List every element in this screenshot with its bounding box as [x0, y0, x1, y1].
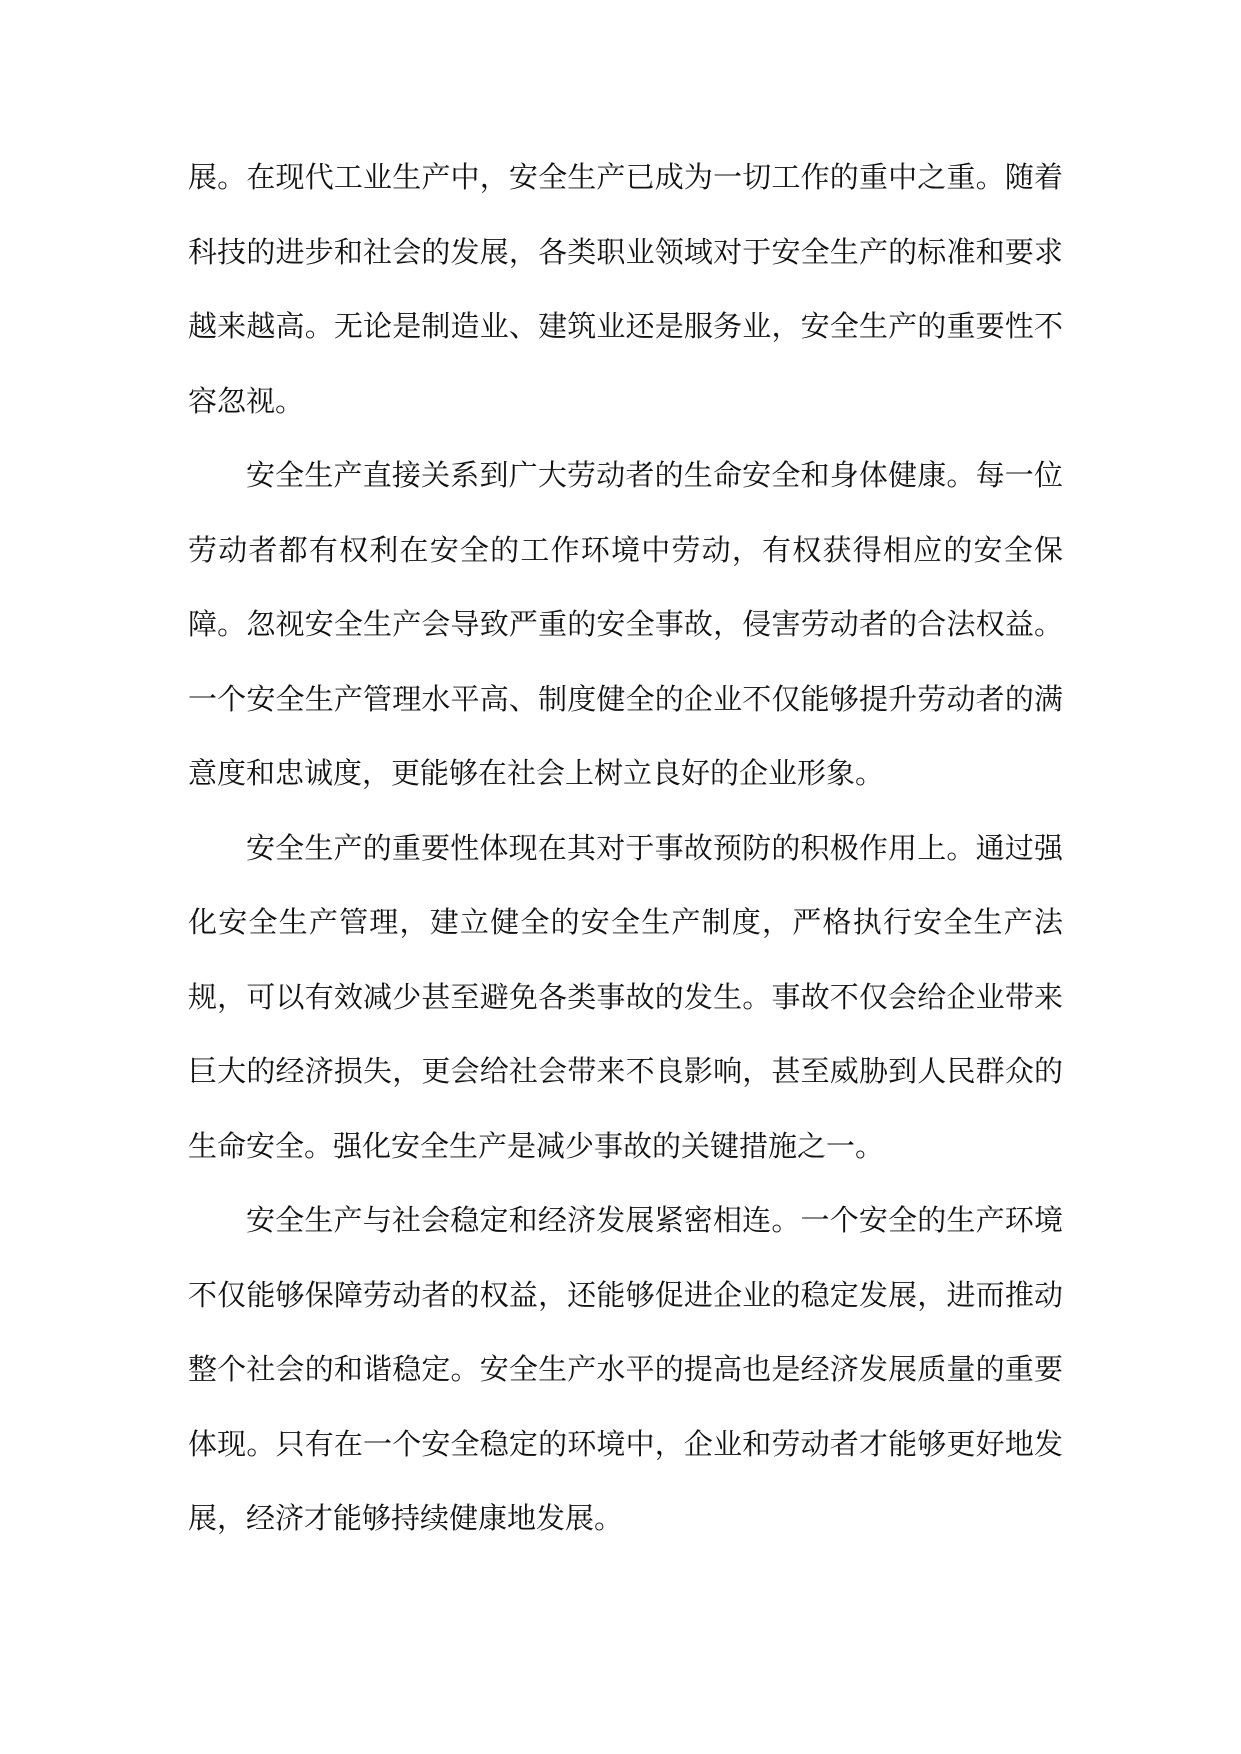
paragraph-worker-safety: 安全生产直接关系到广大劳动者的生命安全和身体健康。每一位劳动者都有权利在安全的工作环境中劳动，有权获得相应的安全保障。忽视安全生产会导致严重的安全事故，侵害劳动者的合法权益。一个安全生产管理水平高、制度健全的企业不仅能够提升劳动者的满意度和忠诚度，更能够在社会上树立良好的企业形象。 [188, 458, 1063, 790]
paragraph-continuation: 展。在现代工业生产中，安全生产已成为一切工作的重中之重。随着科技的进步和社会的发展，各类职业领域对于安全生产的标准和要求越来越高。无论是制造业、建筑业还是服务业，安全生产的重要性不容忽视。 [188, 160, 1063, 418]
paragraph-accident-prevention: 安全生产的重要性体现在其对于事故预防的积极作用上。通过强化安全生产管理，建立健全的安全生产制度，严格执行安全生产法规，可以有效减少甚至避免各类事故的发生。事故不仅会给企业带来巨大的经济损失，更会给社会带来不良影响，甚至威胁到人民群众的生命安全。强化安全生产是减少事故的关键措施之一。 [188, 830, 1063, 1163]
paragraph-social-stability: 安全生产与社会稳定和经济发展紧密相连。一个安全的生产环境不仅能够保障劳动者的权益，还能够促进企业的稳定发展，进而推动整个社会的和谐稳定。安全生产水平的提高也是经济发展质量的重要体现。只有在一个安全稳定的环境中，企业和劳动者才能够更好地发展，经济才能够持续健康地发展。 [188, 1203, 1063, 1535]
document-body [188, 140, 1063, 1556]
